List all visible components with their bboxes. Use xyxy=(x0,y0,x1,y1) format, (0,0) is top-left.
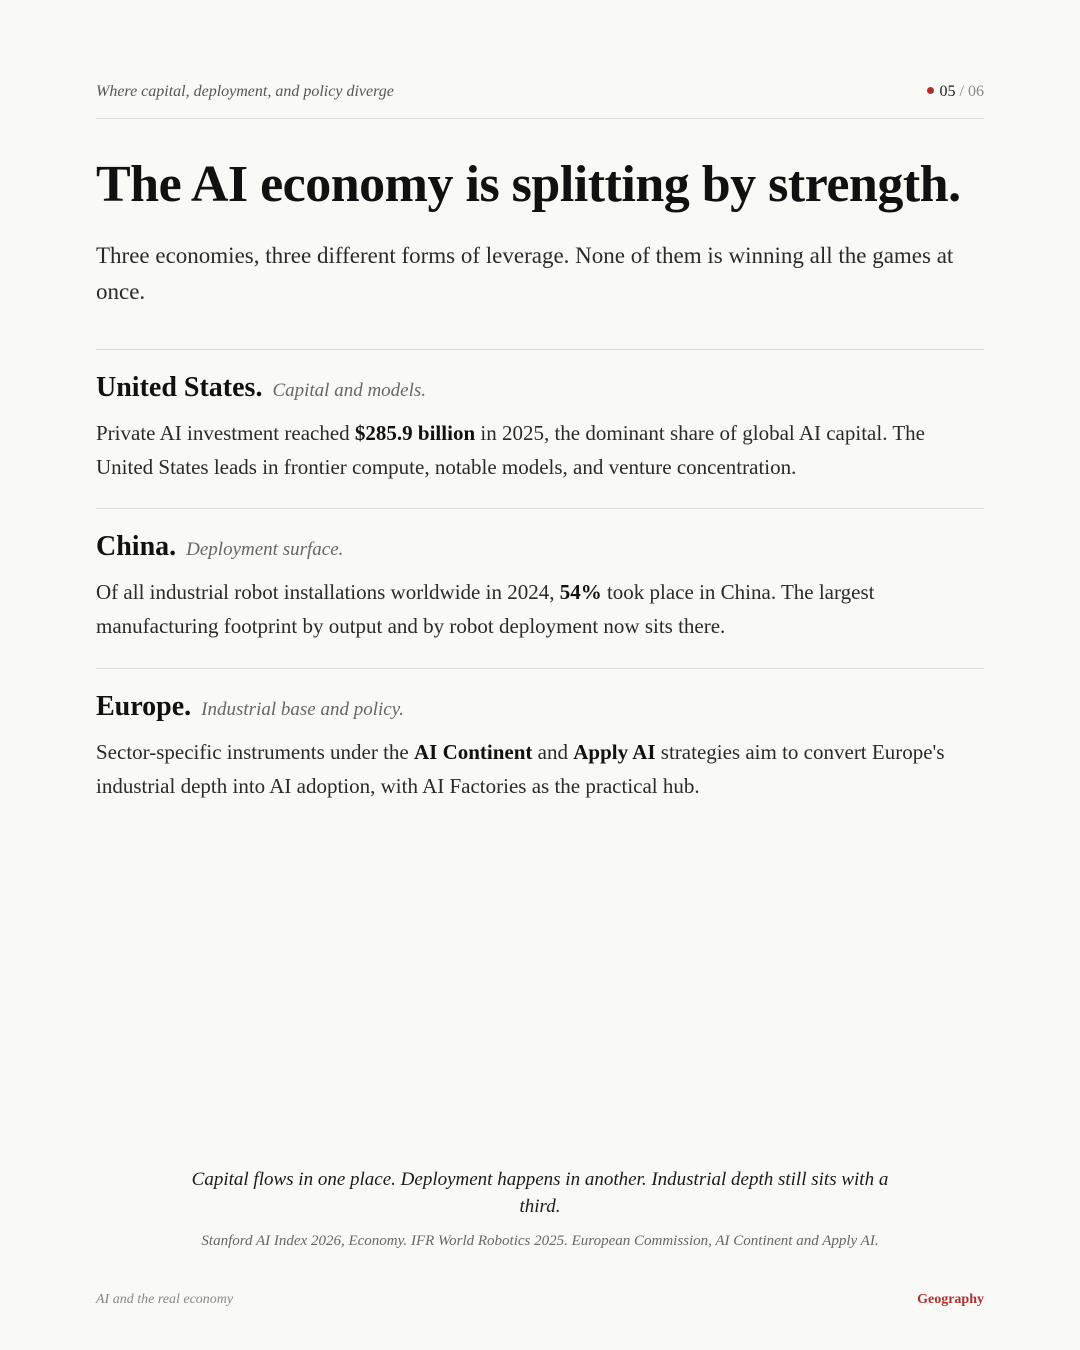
section-body xyxy=(96,735,984,803)
section-tag: Industrial base and policy. xyxy=(201,699,404,720)
section-united-states xyxy=(96,349,984,509)
sources-note: Stanford AI Index 2026, Economy. IFR World Robotics 2025. European Commission, AI Continent and Apply AI. xyxy=(201,1233,879,1249)
slide-page xyxy=(96,0,984,1350)
section-heading xyxy=(96,372,426,404)
section-tag: Capital and models. xyxy=(272,380,427,401)
body-text: and xyxy=(532,740,574,764)
page-indicator xyxy=(927,83,984,101)
page-current: 05 xyxy=(939,83,956,100)
page-total: 06 xyxy=(968,83,984,100)
pull-quote: Capital flows in one place. Deployment happens in another. Industrial depth still sits with a third. xyxy=(191,1169,889,1217)
section-china xyxy=(96,508,984,669)
top-bar xyxy=(96,80,984,119)
kicker-text: Where capital, deployment, and policy diverge xyxy=(96,83,394,100)
section-heading xyxy=(96,531,343,563)
body-highlight: 54% xyxy=(559,580,602,604)
body-text: in 2025, the dominant share of global AI capital. The United States leads in frontier compute, notable models, and venture concentration. xyxy=(96,421,925,479)
page-title: The AI economy is splitting by strength. xyxy=(96,156,961,213)
footer-series-title: AI and the real economy xyxy=(96,1292,234,1307)
section-tag: Deployment surface. xyxy=(186,539,344,560)
body-highlight: Apply AI xyxy=(573,740,656,764)
section-name: China. xyxy=(96,531,177,562)
body-highlight: AI Continent xyxy=(413,740,533,764)
body-text: Of all industrial robot installations worldwide in 2024, xyxy=(96,580,560,604)
body-highlight: $285.9 billion xyxy=(354,421,476,445)
section-europe xyxy=(96,668,984,829)
page-separator: / xyxy=(959,83,964,100)
accent-dot-icon xyxy=(927,87,934,94)
body-text: Private AI investment reached xyxy=(96,421,355,445)
section-body xyxy=(96,575,984,643)
body-text: Sector-specific instruments under the xyxy=(96,740,414,764)
section-body xyxy=(96,416,984,484)
lede-paragraph: Three economies, three different forms of leverage. None of them is winning all the games at once. xyxy=(96,243,954,304)
section-name: United States. xyxy=(96,372,263,403)
section-name: Europe. xyxy=(96,691,192,722)
section-heading xyxy=(96,691,404,723)
body-text: took place in China. The largest manufacturing footprint by output and by robot deployment now sits there. xyxy=(96,580,875,638)
footer-section-label: Geography xyxy=(917,1292,984,1307)
body-text: strategies aim to convert Europe's industrial depth into AI adoption, with AI Factories as the practical hub. xyxy=(96,740,945,798)
